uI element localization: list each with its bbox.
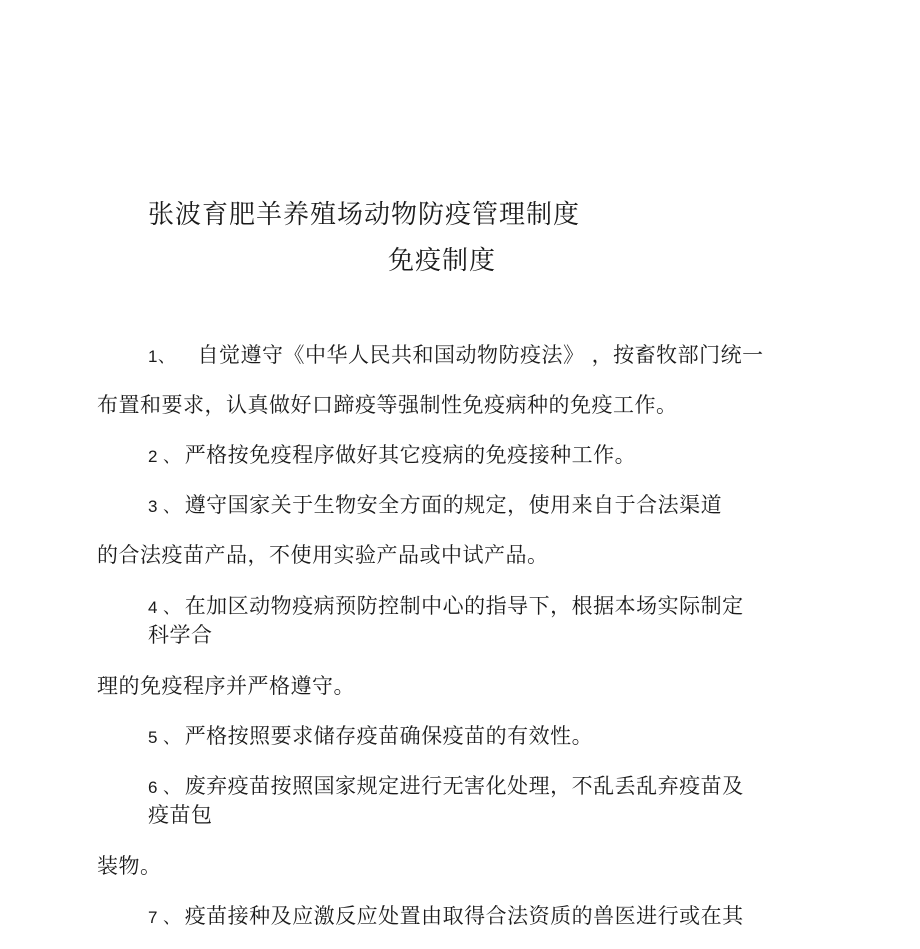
document-title: 张波育肥羊养殖场动物防疫管理制度: [148, 200, 581, 230]
list-item-6-wrap: 疫苗包: [148, 803, 213, 827]
list-item-7-first-line: [148, 902, 744, 932]
list-item-1-first-line: [148, 341, 764, 371]
list-item-3-continuation: 的合法疫苗产品，不使用实验产品或中试产品。: [97, 543, 549, 567]
list-item-4-first-line: [148, 592, 744, 622]
item-text: 废弃疫苗按照国家规定进行无害化处理，不乱丢乱弃疫苗及: [184, 774, 744, 798]
item-number: 3 、: [148, 497, 181, 516]
item-text: 遵守国家关于生物安全方面的规定，使用来自于合法渠道: [184, 493, 723, 517]
item-number: 2 、: [148, 447, 181, 466]
item-number: 5 、: [148, 728, 181, 747]
item-number: 7 、: [148, 908, 181, 927]
item-text: 严格按照要求储存疫苗确保疫苗的有效性。: [184, 724, 594, 748]
list-item-2: [148, 441, 636, 471]
item-number: 6 、: [148, 778, 181, 797]
list-item-3-first-line: [148, 491, 722, 521]
item-text: 自觉遵守《中华人民共和国动物防疫法》 ，按畜牧部门统一: [197, 343, 764, 367]
item-text: 严格按免疫程序做好其它疫病的免疫接种工作。: [184, 443, 637, 467]
item-number: 1、: [148, 347, 176, 366]
item-text: 在加区动物疫病预防控制中心的指导下，根据本场实际制定: [184, 594, 744, 618]
list-item-4-continuation: 理的免疫程序并严格遵守。: [97, 674, 355, 698]
list-item-6-continuation: 装物。: [97, 854, 162, 878]
list-item-5: [148, 722, 593, 752]
item-number: 4 、: [148, 598, 181, 617]
document-subtitle: 免疫制度: [388, 246, 497, 276]
list-item-1-continuation: 布置和要求，认真做好口蹄疫等强制性免疫病种的免疫工作。: [97, 393, 678, 417]
item-text: 疫苗接种及应激反应处置由取得合法资质的兽医进行或在其: [184, 904, 744, 928]
list-item-6-first-line: [148, 772, 744, 802]
list-item-4-wrap: 科学合: [148, 623, 213, 647]
